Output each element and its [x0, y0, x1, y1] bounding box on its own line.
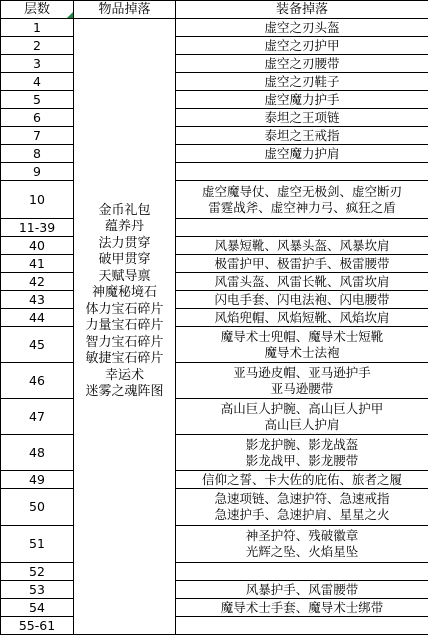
equipment-line: 极雷护甲、极雷护手、极雷腰带	[214, 255, 390, 271]
equipment-cell	[176, 37, 428, 55]
equipment-cell	[176, 526, 428, 563]
floor-cell: 49	[1, 471, 74, 489]
floor-cell: 1	[1, 19, 74, 37]
floor-cell: 9	[1, 163, 74, 181]
equipment-cell	[176, 145, 428, 163]
equipment-cell	[176, 435, 428, 471]
item-drop: 体力宝石碎片	[85, 301, 164, 317]
table-row	[1, 291, 428, 309]
table-row	[1, 526, 428, 563]
equipment-line: 虚空之刃头盔	[264, 19, 340, 35]
item-drop: 力量宝石碎片	[85, 318, 164, 333]
item-drop: 天赋导禀	[98, 268, 151, 284]
item-drop: 迷雾之魂阵图	[85, 384, 164, 399]
item-drop: 蕴养丹	[104, 219, 144, 234]
equipment-cell	[176, 291, 428, 309]
table-row	[1, 617, 428, 635]
table-row	[1, 219, 428, 237]
table-row	[1, 435, 428, 471]
table-row	[1, 55, 428, 73]
floor-cell: 2	[1, 37, 74, 55]
floor-cell: 10	[1, 181, 74, 219]
floor-cell: 45	[1, 327, 74, 363]
equipment-cell	[176, 273, 428, 291]
header-floor: 层数	[1, 1, 74, 19]
item-drops-cell	[74, 19, 176, 635]
table-row	[1, 309, 428, 327]
equipment-cell	[176, 327, 428, 363]
table-row	[1, 489, 428, 526]
equipment-line: 虚空魔力护手	[264, 91, 340, 107]
equipment-line: 影龙战甲、影龙腰带	[245, 452, 359, 468]
floor-cell: 4	[1, 73, 74, 91]
equipment-line: 影龙护腕、影龙战盔	[245, 436, 359, 452]
equipment-cell	[176, 363, 428, 399]
equipment-cell	[176, 489, 428, 526]
floor-cell: 46	[1, 363, 74, 399]
table-row	[1, 563, 428, 581]
floor-cell: 47	[1, 399, 74, 435]
item-drop: 破甲贯穿	[98, 252, 151, 267]
table-row	[1, 163, 428, 181]
item-drop: 法力贯穿	[98, 235, 151, 251]
table-row	[1, 145, 428, 163]
table-row	[1, 599, 428, 617]
equipment-line: 虚空魔导仗、虚空无极剑、虚空断刃	[201, 183, 402, 199]
table-row	[1, 255, 428, 273]
floor-cell: 11-39	[1, 219, 74, 237]
equipment-line: 神圣护符、残破徽章	[245, 528, 359, 543]
item-drop: 敏捷宝石碎片	[85, 351, 164, 366]
equipment-line: 风暴护手、风雷腰带	[245, 581, 359, 597]
equipment-line: 亚马逊腰带	[270, 380, 334, 396]
floor-cell: 40	[1, 237, 74, 255]
equipment-line: 急速护手、急速护肩、星星之火	[214, 507, 390, 522]
floor-cell: 48	[1, 435, 74, 471]
floor-cell: 54	[1, 599, 74, 617]
equipment-line: 闪电手套、闪电法袍、闪电腰带	[214, 291, 390, 307]
floor-cell: 53	[1, 581, 74, 599]
floor-cell: 44	[1, 309, 74, 327]
equipment-cell	[176, 599, 428, 617]
equipment-line: 亚马逊皮帽、亚马逊护手	[233, 364, 371, 380]
equipment-line: 泰坦之王戒指	[264, 127, 340, 143]
floor-cell: 51	[1, 526, 74, 563]
table-row	[1, 363, 428, 399]
equipment-line: 风雷头盔、风雷长靴、风雷坎肩	[214, 273, 390, 289]
equipment-cell	[176, 55, 428, 73]
table-row	[1, 73, 428, 91]
table-row	[1, 109, 428, 127]
floor-cell: 6	[1, 109, 74, 127]
equipment-line: 魔导术士法袍	[264, 344, 340, 360]
floor-cell: 52	[1, 563, 74, 581]
equipment-cell	[176, 309, 428, 327]
floor-cell: 55-61	[1, 617, 74, 635]
table-row	[1, 273, 428, 291]
table-row	[1, 581, 428, 599]
floor-cell: 43	[1, 291, 74, 309]
item-drop: 智力宝石碎片	[85, 334, 164, 350]
equipment-line: 虚空魔力护肩	[264, 145, 340, 161]
equipment-cell	[176, 563, 428, 581]
equipment-cell	[176, 219, 428, 237]
equipment-cell	[176, 163, 428, 181]
equipment-line: 虚空之刃腰带	[264, 55, 340, 71]
header-equipment: 装备掉落	[176, 1, 428, 19]
equipment-line: 风暴短靴、风暴头盔、风暴坎肩	[214, 237, 390, 253]
equipment-cell	[176, 237, 428, 255]
equipment-cell	[176, 581, 428, 599]
equipment-cell	[176, 471, 428, 489]
table-row	[1, 19, 428, 37]
floor-cell: 3	[1, 55, 74, 73]
equipment-cell	[176, 181, 428, 219]
table-row	[1, 91, 428, 109]
item-drop: 幸运术	[104, 367, 144, 383]
table-row	[1, 471, 428, 489]
table-row	[1, 399, 428, 435]
equipment-cell	[176, 91, 428, 109]
table-row	[1, 37, 428, 55]
floor-cell: 5	[1, 91, 74, 109]
equipment-line: 急速项链、急速护符、急速戒指	[214, 491, 390, 506]
floor-cell: 7	[1, 127, 74, 145]
equipment-line: 风焰兜帽、风焰短靴、风焰坎肩	[214, 309, 390, 325]
equipment-line: 高山巨人护肩	[264, 416, 340, 432]
equipment-cell	[176, 617, 428, 635]
table-row	[1, 327, 428, 363]
equipment-line: 高山巨人护腕、高山巨人护甲	[220, 400, 384, 416]
header-items: 物品掉落	[74, 1, 176, 19]
equipment-cell	[176, 399, 428, 435]
equipment-cell	[176, 127, 428, 145]
item-drop: 神魔秘境石	[91, 285, 157, 300]
table-row	[1, 237, 428, 255]
equipment-cell	[176, 255, 428, 273]
equipment-cell	[176, 73, 428, 91]
equipment-line: 虚空之刃鞋子	[264, 73, 340, 89]
table-row	[1, 127, 428, 145]
floor-cell: 8	[1, 145, 74, 163]
equipment-line: 信仰之誓、卡大佐的庇佑、旅者之履	[201, 471, 402, 487]
table-row	[1, 181, 428, 219]
equipment-line: 光辉之坠、火焰星坠	[245, 544, 359, 559]
header-row	[1, 1, 428, 19]
floor-cell: 41	[1, 255, 74, 273]
equipment-cell	[176, 19, 428, 37]
equipment-cell	[176, 109, 428, 127]
equipment-line: 虚空之刃护甲	[264, 37, 340, 53]
floor-cell: 50	[1, 489, 74, 526]
equipment-line: 泰坦之王项链	[264, 109, 340, 125]
equipment-line: 魔导术士手套、魔导术士绑带	[220, 599, 384, 615]
floor-cell: 42	[1, 273, 74, 291]
equipment-line: 雷霆战斧、虚空神力弓、疯狂之盾	[208, 199, 396, 215]
item-drop: 金币礼包	[98, 202, 151, 218]
equipment-line: 魔导术士兜帽、魔导术士短靴	[220, 328, 384, 344]
